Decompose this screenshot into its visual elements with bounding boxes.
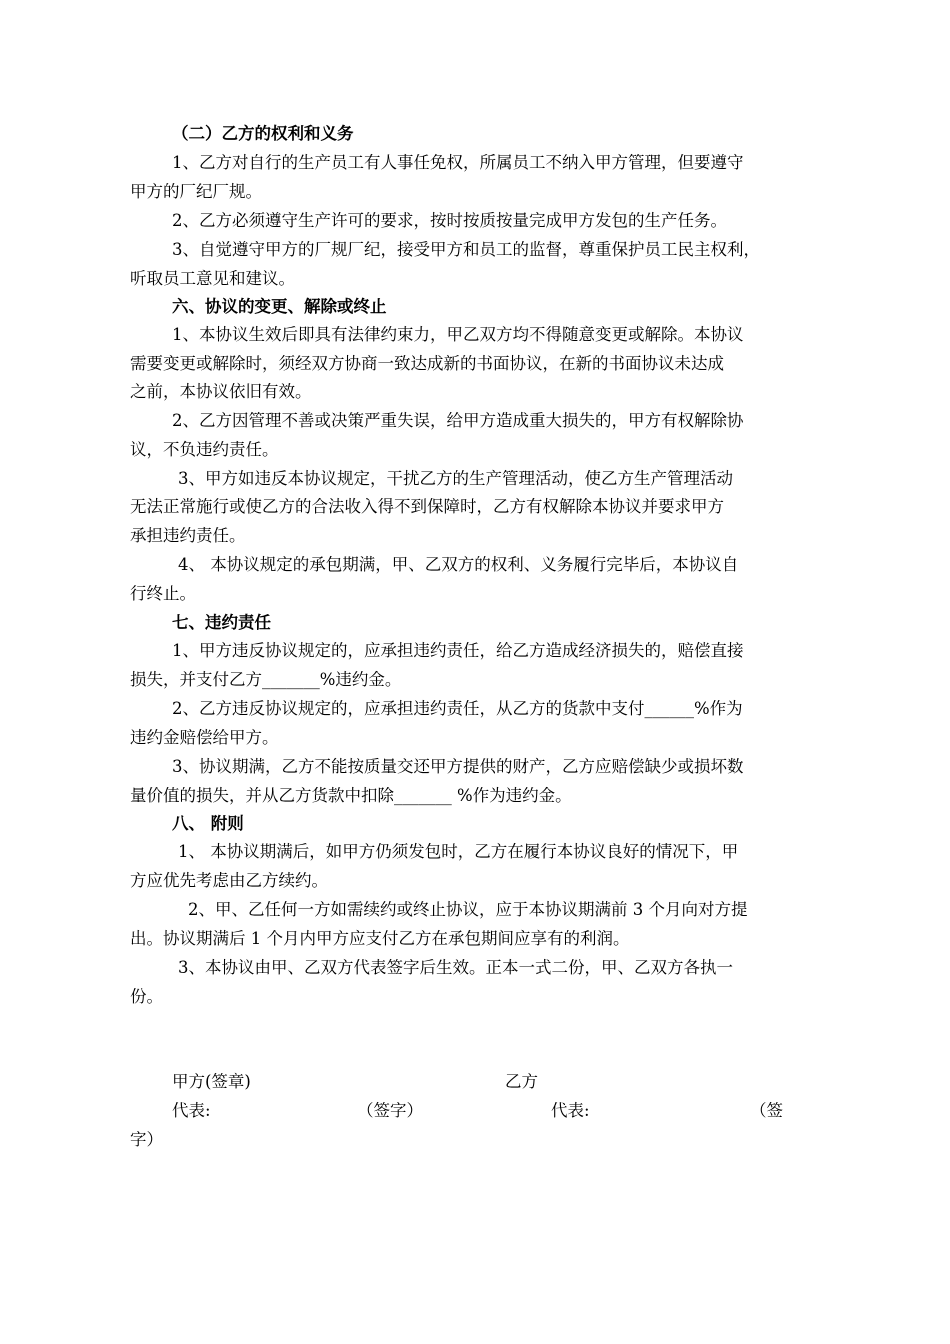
section7-item1-line1: 1、甲方违反协议规定的，应承担违约责任，给乙方造成经济损失的，赔偿直接	[172, 641, 744, 660]
section6-item2-line2: 议，不负违约责任。	[130, 440, 279, 459]
section7-item3-line2: 量价值的损失，并从乙方货款中扣除_______ %作为违约金。	[130, 786, 572, 805]
section6-item2-line1: 2、乙方因管理不善或决策严重失误，给甲方造成重大损失的，甲方有权解除协	[172, 411, 744, 430]
section7-heading: 七、违约责任	[172, 613, 271, 632]
section2-item3-line1: 3、自觉遵守甲方的厂规厂纪，接受甲方和员工的监督，尊重保护员工民主权利，	[172, 240, 760, 259]
section8-item1-line1: 1、 本协议期满后，如甲方仍须发包时，乙方在履行本协议良好的情况下，甲	[178, 842, 739, 861]
section7-item2-line2: 违约金赔偿给甲方。	[130, 728, 279, 747]
party-b-signature-label-part1: （签	[750, 1101, 783, 1120]
section6-item1-line2: 需要变更或解除时，须经双方协商一致达成新的书面协议，在新的书面协议未达成	[130, 354, 724, 373]
section6-item1-line1: 1、本协议生效后即具有法律约束力，甲乙双方均不得随意变更或解除。本协议	[172, 325, 744, 344]
section2-item1-line1: 1、乙方对自行的生产员工有人事任免权，所属员工不纳入甲方管理，但要遵守	[172, 153, 744, 172]
section7-item2-line1: 2、乙方违反协议规定的，应承担违约责任，从乙方的货款中支付______%作为	[172, 699, 743, 718]
section6-item4-line2: 行终止。	[130, 584, 196, 603]
section7-item3-line1: 3、协议期满，乙方不能按质量交还甲方提供的财产，乙方应赔偿缺少或损坏数	[172, 757, 744, 776]
section6-item3-line3: 承担违约责任。	[130, 526, 246, 545]
section6-item1-line3: 之前，本协议依旧有效。	[130, 382, 312, 401]
section8-item2-line1: 2、甲、乙任何一方如需续约或终止协议，应于本协议期满前 3 个月向对方提	[188, 900, 748, 919]
party-a-seal-label: 甲方(签章)	[172, 1072, 251, 1091]
party-b-signature-label-part2: 字）	[130, 1130, 163, 1149]
section2-heading: （二）乙方的权利和义务	[172, 124, 354, 143]
party-a-representative-label: 代表:	[172, 1101, 211, 1120]
section8-item3-line1: 3、本协议由甲、乙双方代表签字后生效。正本一式二份，甲、乙双方各执一	[178, 958, 733, 977]
section7-item1-line2: 损失，并支付乙方_______%违约金。	[130, 670, 402, 689]
party-b-label: 乙方	[505, 1072, 538, 1091]
party-b-representative-label: 代表:	[551, 1101, 590, 1120]
section8-item1-line2: 方应优先考虑由乙方续约。	[130, 871, 328, 890]
section8-item3-line2: 份。	[130, 987, 163, 1006]
section2-item3-line2: 听取员工意见和建议。	[130, 269, 295, 288]
section8-heading: 八、 附则	[172, 814, 244, 833]
section6-item4-line1: 4、 本协议规定的承包期满，甲、乙双方的权利、义务履行完毕后，本协议自	[178, 555, 739, 574]
section6-heading: 六、协议的变更、解除或终止	[172, 297, 387, 316]
section6-item3-line1: 3、甲方如违反本协议规定，干扰乙方的生产管理活动，使乙方生产管理活动	[178, 469, 733, 488]
section2-item2-line1: 2、乙方必须遵守生产许可的要求，按时按质按量完成甲方发包的生产任务。	[172, 211, 727, 230]
party-a-signature-label: （签字）	[357, 1101, 423, 1120]
section2-item1-line2: 甲方的厂纪厂规。	[130, 182, 262, 201]
section6-item3-line2: 无法正常施行或使乙方的合法收入得不到保障时，乙方有权解除本协议并要求甲方	[130, 497, 724, 516]
section8-item2-line2: 出。协议期满后 1 个月内甲方应支付乙方在承包期间应享有的利润。	[130, 929, 630, 948]
